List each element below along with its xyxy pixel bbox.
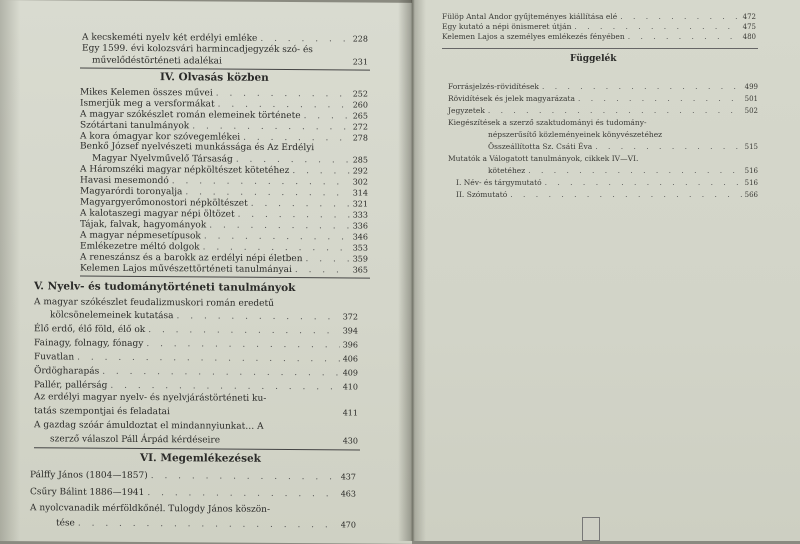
toc-title: Fülöp Antal Andor gyűjteményes kiállítása elé bbox=[442, 12, 618, 21]
toc-page: 480 bbox=[742, 33, 756, 41]
toc-title: Benkő József nyelvészeti munkássága és Az Erdélyi bbox=[80, 141, 315, 154]
toc-title: Fuvatlan bbox=[34, 352, 75, 363]
toc-entry bbox=[34, 297, 274, 310]
toc-title: Egy 1599. évi kolozsvári harmincadjegyzék szó- és bbox=[82, 43, 313, 56]
toc-page: 321 bbox=[352, 199, 368, 209]
divider bbox=[34, 447, 360, 450]
toc-title: Kiegészítések a szerző szaktudományi és tudomány- bbox=[448, 118, 647, 127]
section-heading: VI. Megemlékezések bbox=[140, 451, 261, 465]
toc-title: népszerűsítő közleményeinek könyvészetéhez bbox=[488, 130, 663, 139]
toc-page: 502 bbox=[744, 107, 758, 115]
toc-entry bbox=[34, 365, 358, 379]
toc-page: 333 bbox=[352, 210, 368, 220]
toc-entry bbox=[34, 420, 264, 433]
toc-title: I. Név- és tárgymutató bbox=[456, 178, 542, 187]
toc-entry bbox=[488, 130, 662, 139]
toc-entry bbox=[80, 263, 368, 277]
toc-title: Összeállította Sz. Csáti Éva bbox=[488, 142, 593, 151]
toc-title: Fainagy, folnagy, fónagy bbox=[34, 338, 144, 350]
printer-mark bbox=[582, 517, 600, 541]
toc-title: A magyar szókészlet román elemeinek története bbox=[80, 109, 301, 122]
toc-page: 346 bbox=[352, 232, 368, 242]
toc-title: tatás szempontjai és feladatai bbox=[34, 406, 170, 418]
toc-title: Pálffy János (1804—1857) bbox=[30, 470, 148, 482]
leader-dots bbox=[510, 190, 741, 199]
leader-dots bbox=[110, 381, 339, 394]
leader-dots bbox=[488, 106, 742, 115]
toc-page: 292 bbox=[352, 166, 368, 176]
toc-title: A kalotaszegi magyar népi öltözet bbox=[80, 208, 235, 220]
toc-title: kötetéhez bbox=[488, 166, 526, 175]
toc-page: 516 bbox=[744, 167, 758, 175]
leader-dots bbox=[260, 34, 349, 46]
toc-entry bbox=[34, 405, 358, 419]
toc-entry bbox=[50, 433, 358, 447]
toc-title: kölcsönelemeinek kutatása bbox=[50, 310, 174, 322]
toc-title: A magyar népmesetípusok bbox=[80, 230, 201, 242]
toc-page: 472 bbox=[742, 13, 756, 21]
toc-title: tése bbox=[56, 518, 75, 529]
toc-title: Emlékezetre méltó dolgok bbox=[80, 241, 200, 253]
toc-title: Magyargyerőmonostori népköltészet bbox=[80, 197, 248, 209]
toc-entry bbox=[56, 517, 356, 531]
section-heading: IV. Olvasás közben bbox=[160, 71, 269, 84]
toc-title: Magyarórdi toronyalja bbox=[80, 186, 183, 198]
toc-page: 501 bbox=[744, 95, 758, 103]
toc-title: A nyolcvanadik mérföldkőnél. Tulogdy János köszön- bbox=[30, 503, 271, 515]
toc-title: Mikes Kelemen összes művei bbox=[80, 87, 213, 99]
toc-page: 272 bbox=[352, 122, 368, 132]
toc-title: Ördögharapás bbox=[34, 366, 100, 377]
toc-title: Mutatók a Válogatott tanulmányok, cikkek IV—VI. bbox=[448, 154, 639, 163]
toc-page: 499 bbox=[744, 83, 758, 91]
toc-page: 278 bbox=[352, 133, 368, 143]
leader-dots bbox=[574, 22, 739, 31]
toc-page: 285 bbox=[352, 155, 368, 165]
toc-entry bbox=[442, 32, 756, 42]
toc-entry bbox=[34, 392, 266, 405]
toc-entry bbox=[34, 379, 358, 393]
toc-entry bbox=[448, 106, 758, 116]
toc-entry bbox=[448, 154, 638, 163]
toc-page: 231 bbox=[352, 57, 368, 67]
toc-page: 430 bbox=[342, 436, 358, 446]
toc-page: 260 bbox=[352, 100, 368, 110]
section-heading: V. Nyelv- és tudománytörténeti tanulmányok bbox=[34, 280, 296, 295]
toc-page: 437 bbox=[340, 472, 356, 482]
toc-entry bbox=[34, 351, 358, 365]
leader-dots bbox=[177, 311, 340, 323]
toc-page: 252 bbox=[352, 89, 368, 99]
toc-page: 265 bbox=[352, 111, 368, 121]
toc-page: 359 bbox=[352, 254, 368, 264]
toc-entry bbox=[456, 178, 758, 188]
toc-entry bbox=[442, 12, 756, 22]
toc-entry bbox=[448, 94, 758, 104]
toc-page: 516 bbox=[744, 179, 758, 187]
toc-page: 396 bbox=[342, 340, 358, 350]
leader-dots bbox=[628, 32, 740, 41]
toc-page: 353 bbox=[352, 243, 368, 253]
toc-page: 470 bbox=[340, 520, 356, 530]
toc-title: Magyar Nyelvművelő Társaság bbox=[92, 153, 233, 165]
toc-title: A kecskeméti nyelv két erdélyi emléke bbox=[82, 32, 258, 44]
leader-dots bbox=[146, 339, 339, 351]
toc-page: 394 bbox=[342, 326, 358, 336]
page-edge-shadow bbox=[0, 0, 20, 541]
leader-dots bbox=[620, 12, 739, 21]
toc-page: 566 bbox=[744, 191, 758, 199]
toc-page: 228 bbox=[352, 34, 368, 44]
divider bbox=[442, 48, 758, 49]
toc-page: 410 bbox=[342, 382, 358, 392]
toc-title: Ismerjük meg a versformákat bbox=[80, 98, 215, 110]
toc-title: Szótártani tanulmányok bbox=[80, 120, 190, 132]
leader-dots bbox=[295, 265, 350, 276]
toc-entry bbox=[488, 166, 758, 176]
toc-title: A reneszánsz és a barokk az erdélyi népi életben bbox=[80, 252, 303, 265]
toc-entry bbox=[448, 118, 647, 127]
toc-page: 365 bbox=[352, 265, 368, 275]
right-page bbox=[412, 0, 800, 541]
toc-page: 475 bbox=[742, 23, 756, 31]
toc-title: Jegyzetek bbox=[448, 106, 485, 115]
leader-dots bbox=[542, 82, 742, 91]
leader-dots bbox=[545, 178, 742, 187]
toc-title: Tájak, falvak, hagyományok bbox=[80, 219, 207, 231]
leader-dots bbox=[77, 353, 340, 366]
leader-dots bbox=[102, 367, 340, 380]
toc-title: A magyar szókészlet feudalizmuskori román eredetű bbox=[34, 297, 274, 309]
leader-dots bbox=[151, 471, 338, 483]
leader-dots bbox=[578, 94, 742, 103]
leader-dots bbox=[78, 519, 338, 532]
toc-entry bbox=[30, 469, 356, 483]
toc-entry bbox=[448, 82, 758, 92]
toc-title: Rövidítések és jelek magyarázata bbox=[448, 94, 575, 103]
toc-title: Kelemen Lajos művészettörténeti tanulmányai bbox=[80, 263, 292, 276]
toc-title: Kelemen Lajos a személyes emlékezés fényében bbox=[442, 32, 625, 41]
toc-title: Az erdélyi magyar nyelv- és nyelvjárástörténeti ku- bbox=[34, 392, 267, 404]
toc-entry bbox=[34, 323, 358, 337]
toc-page: 372 bbox=[342, 312, 358, 322]
toc-page: 336 bbox=[352, 221, 368, 231]
toc-page: 302 bbox=[352, 177, 368, 187]
leader-dots bbox=[147, 488, 337, 500]
toc-entry bbox=[92, 55, 368, 69]
leader-dots bbox=[595, 142, 741, 151]
toc-title: II. Szómutató bbox=[456, 190, 508, 199]
toc-page: 515 bbox=[744, 143, 758, 151]
toc-page: 314 bbox=[352, 188, 368, 198]
toc-title: művelődéstörténeti adalékai bbox=[92, 55, 222, 67]
toc-page: 406 bbox=[342, 354, 358, 364]
leader-dots bbox=[148, 325, 340, 337]
toc-entry bbox=[456, 190, 758, 200]
toc-title: Csűry Bálint 1886—1941 bbox=[30, 487, 145, 499]
toc-title: Egy kutató a népi önismeret útján bbox=[442, 22, 572, 31]
toc-title: Forrásjelzés-rövidítések bbox=[448, 82, 539, 91]
toc-entry bbox=[30, 503, 270, 516]
toc-title: Havasi mesemondó bbox=[80, 175, 169, 187]
toc-title: A kora ómagyar kor szóvegemlékei bbox=[80, 131, 241, 143]
section-heading: Függelék bbox=[570, 54, 617, 64]
toc-entry bbox=[30, 486, 356, 500]
toc-title: Élő erdő, élő föld, élő ok bbox=[34, 324, 146, 336]
toc-title: A gazdag szóár ámuldoztat el mindannyiunkat… A bbox=[34, 420, 264, 432]
toc-title: szerző válaszol Páll Árpád kérdéseire bbox=[50, 434, 221, 446]
toc-title: A Háromszéki magyar népköltészet kötetéhez bbox=[80, 164, 290, 177]
toc-entry bbox=[50, 309, 358, 323]
toc-title: Pallér, pallérság bbox=[34, 380, 108, 391]
leader-dots bbox=[528, 166, 741, 175]
toc-entry bbox=[488, 142, 758, 152]
toc-page: 411 bbox=[342, 408, 358, 418]
toc-page: 409 bbox=[342, 368, 358, 378]
toc-entry bbox=[34, 337, 358, 351]
toc-entry bbox=[442, 22, 756, 32]
toc-page: 463 bbox=[340, 489, 356, 499]
